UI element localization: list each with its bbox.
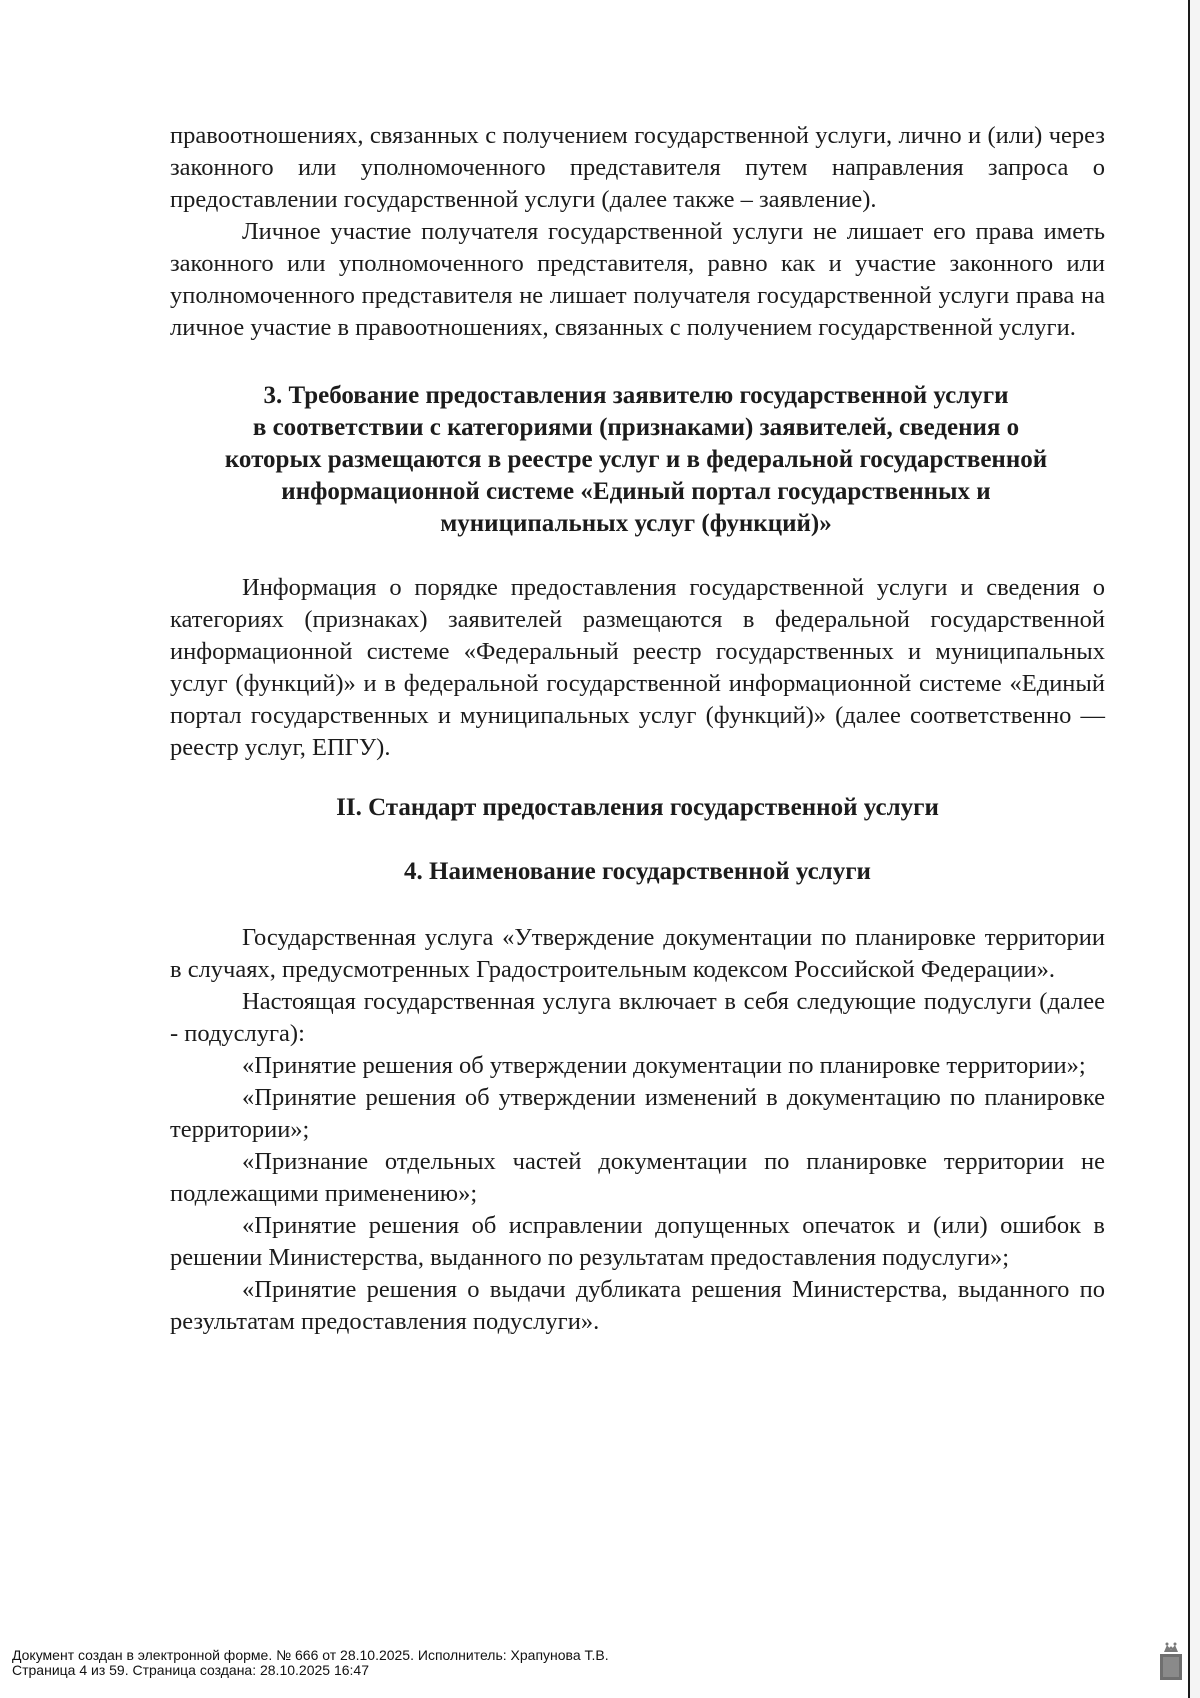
service-name-paragraph: Государственная услуга «Утверждение документации по планировке территории в случаях, предусмотренных Градостроительным кодексом Российской Федерации». xyxy=(170,924,1105,983)
personal-participation-paragraph: Личное участие получателя государственной услуги не лишает его права иметь законного или уполномоченного представителя, равно как и участие законного или уполномоченного представителя не лишает получателя государственной услуги права на личное участие в правоотношениях, связанных с получением государственной услуги. xyxy=(170,218,1105,341)
section-4-heading: 4. Наименование государственной услуги xyxy=(404,858,871,885)
section-3-heading-line: в соответствии с категориями (признаками) заявителей, сведения о xyxy=(252,414,1020,441)
continuation-paragraph: правоотношениях, связанных с получением государственной услуги, лично и (или) через законного или уполномоченного представителя путем направления запроса о предоставлении государственной услуги (далее также – заявление). xyxy=(170,122,1105,213)
subservice-item: «Принятие решения об исправлении допущенных опечаток и (или) ошибок в решении Министерства, выданного по результатам предоставления подуслуги»; xyxy=(170,1212,1105,1271)
subservice-item: «Принятие решения об утверждении документации по планировке территории»; xyxy=(242,1052,1086,1079)
subservices-intro-paragraph: Настоящая государственная услуга включает в себя следующие подуслуги (далее - подуслуга): xyxy=(170,988,1105,1047)
subservice-item: «Признание отдельных частей документации по планировке территории не подлежащими применению»; xyxy=(170,1148,1105,1207)
section-3-heading-line: муниципальных услуг (функций)» xyxy=(440,510,832,537)
document-seal-icon xyxy=(1158,1640,1184,1680)
section-3-paragraph: Информация о порядке предоставления государственной услуги и сведения о категориях (признаках) заявителей размещаются в федеральной государственной информационной системе «Федеральный реестр государственных и муниципальных услуг (функций)» и в федеральной государственной информационной системе «Единый портал государственных и муниципальных услуг (функций)» (далее соответственно — реестр услуг, ЕПГУ). xyxy=(170,574,1105,761)
section-3-heading-line: 3. Требование предоставления заявителю государственной услуги xyxy=(263,382,1009,409)
section-3-heading xyxy=(166,380,1106,540)
scan-edge-shadow xyxy=(1190,0,1200,1698)
subservice-item: «Принятие решения об утверждении изменений в документацию по планировке территории»; xyxy=(170,1084,1105,1143)
footer-line-page: Страница 4 из 59. Страница создана: 28.10.2025 16:47 xyxy=(12,1662,369,1678)
section-3-heading-line: которых размещаются в реестре услуг и в федеральной государственной xyxy=(224,446,1048,473)
subservice-item: «Принятие решения о выдачи дубликата решения Министерства, выданного по результатам предоставления подуслуги». xyxy=(170,1276,1105,1335)
part-2-heading: II. Стандарт предоставления государственной услуги xyxy=(336,794,939,821)
section-3-heading-line: информационной системе «Единый портал государственных и xyxy=(281,478,991,505)
electronic-document-footer xyxy=(12,1648,609,1678)
footer-line-document: Документ создан в электронной форме. № 666 от 28.10.2025. Исполнитель: Храпунова Т.В. xyxy=(12,1647,609,1663)
document-body xyxy=(170,120,1105,1338)
